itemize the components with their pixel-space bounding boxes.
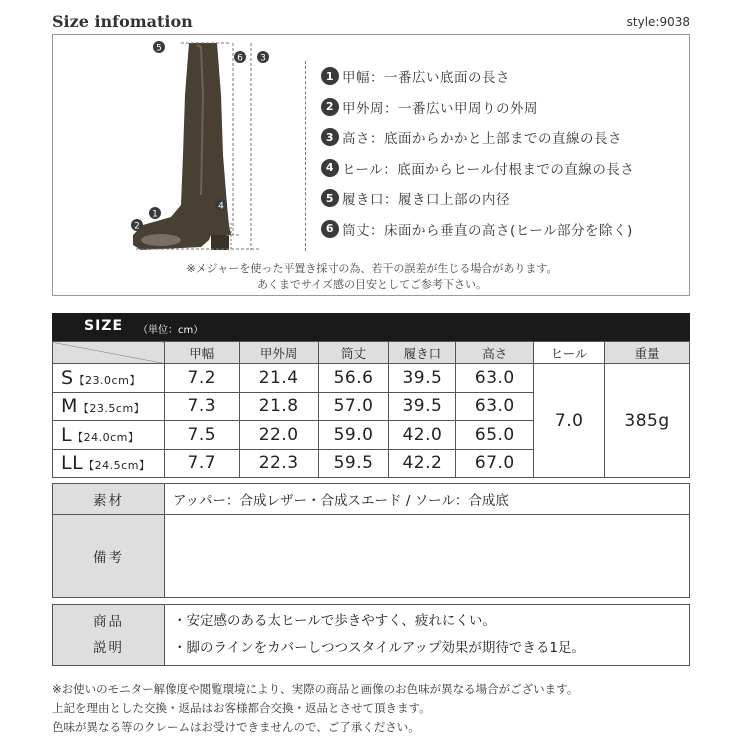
svg-text:3: 3: [260, 53, 266, 64]
remarks-label: 備考: [53, 515, 165, 598]
page-title: Size infomation: [52, 12, 193, 31]
table-cell: 7.2: [164, 364, 239, 393]
remarks-value: [165, 515, 690, 598]
marker-1: [149, 207, 161, 220]
table-cell: 39.5: [389, 364, 456, 393]
size-table-head-row: [53, 342, 690, 364]
number-badge: 1: [321, 67, 339, 85]
table-cell: 57.0: [318, 392, 389, 421]
definition-text: 甲幅：一番広い底面の長さ: [342, 70, 510, 87]
table-row: [53, 364, 690, 393]
definition-text: 甲外周：一番広い甲周りの外周: [342, 100, 538, 117]
corner-cell: [53, 342, 165, 364]
table-cell: 42.0: [389, 421, 456, 450]
table-cell: 42.2: [389, 449, 456, 478]
svg-text:1: 1: [152, 209, 158, 220]
column-header: 甲幅: [164, 342, 239, 364]
definition-text: 履き口：履き口上部の内径: [342, 192, 510, 209]
column-header: 履き口: [389, 342, 456, 364]
column-header: 甲外周: [239, 342, 318, 364]
table-cell: 7.3: [164, 392, 239, 421]
number-badge: 5: [321, 189, 339, 207]
material-label: 素材: [53, 484, 165, 515]
table-cell: 63.0: [456, 392, 534, 421]
definition-text: 高さ：底面からかかと上部までの直線の長さ: [342, 131, 622, 148]
table-cell: 7.5: [164, 421, 239, 450]
column-header: 筒丈: [318, 342, 389, 364]
definition-1: [321, 61, 691, 92]
definition-2: [321, 92, 691, 123]
number-badge: 6: [321, 220, 339, 238]
size-title: SIZE: [84, 318, 124, 334]
marker-5: [153, 41, 165, 54]
heel-cell: 7.0: [534, 364, 605, 478]
measurement-definitions: [321, 61, 691, 244]
size-table: [52, 341, 690, 478]
svg-text:4: 4: [218, 201, 224, 212]
column-header: 重量: [605, 342, 690, 364]
description-label-line: 説明: [93, 640, 124, 656]
divider: [305, 61, 306, 251]
remarks-row: [53, 515, 690, 598]
table-cell: 7.7: [164, 449, 239, 478]
description-label: [53, 605, 165, 666]
description-value: [165, 605, 690, 666]
definition-6: [321, 214, 691, 245]
definition-4: [321, 153, 691, 184]
boot-shape: [133, 43, 231, 250]
table-cell: 67.0: [456, 449, 534, 478]
marker-6: [234, 51, 246, 64]
table-cell: 63.0: [456, 364, 534, 393]
column-header: ヒール: [534, 342, 605, 364]
description-row: [53, 605, 690, 666]
table-cell: 65.0: [456, 421, 534, 450]
size-table-header: [52, 313, 690, 341]
size-info-panel: [52, 34, 690, 296]
material-value: アッパー：合成レザー・合成スエード / ソール：合成底: [165, 484, 690, 515]
definition-5: [321, 183, 691, 214]
table-cell: 22.0: [239, 421, 318, 450]
boot-heel: [211, 235, 229, 250]
size-label: L【24.0cm】: [53, 421, 165, 450]
table-cell: 21.4: [239, 364, 318, 393]
table-cell: 22.3: [239, 449, 318, 478]
description-item: ・安定感のある太ヒールで歩きやすく、疲れにくい。: [173, 613, 496, 629]
table-cell: 21.8: [239, 392, 318, 421]
footer-note: ※お使いのモニター解像度や閲覧環境により、実際の商品と画像のお色味が異なる場合がございます。: [52, 682, 579, 696]
definition-text: ヒール：底面からヒール付根までの直線の長さ: [342, 161, 635, 178]
table-cell: 39.5: [389, 392, 456, 421]
svg-text:5: 5: [156, 43, 162, 54]
description-label-line: 商品: [93, 614, 124, 630]
description-item: ・脚のラインをカバーしつつスタイルアップ効果が期待できる1足。: [173, 640, 585, 656]
measurement-note-1: ※メジャーを使った平置き採寸の為、若干の誤差が生じる場合があります。: [186, 262, 558, 275]
size-label: LL【24.5cm】: [53, 449, 165, 478]
table-cell: 59.5: [318, 449, 389, 478]
number-badge: 3: [321, 128, 339, 146]
svg-text:6: 6: [237, 53, 243, 64]
column-header: 高さ: [456, 342, 534, 364]
footer-notes: [52, 680, 578, 737]
material-row: [53, 484, 690, 515]
style-code: style:9038: [626, 15, 690, 29]
footer-note: 色味が異なる等のクレームはお受けできませんので、ご了承ください。: [52, 720, 420, 734]
description-table: [52, 604, 690, 666]
number-badge: 4: [321, 159, 339, 177]
footer-note: 上記を理由とした交換・返品はお客様都合交換・返品とさせて頂きます。: [52, 701, 431, 715]
number-badge: 2: [321, 98, 339, 116]
definition-text: 筒丈：床面から垂直の高さ(ヒール部分を除く): [342, 222, 633, 239]
marker-3: [257, 51, 269, 64]
svg-text:2: 2: [134, 221, 140, 232]
size-label: S【23.0cm】: [53, 364, 165, 393]
definition-3: [321, 122, 691, 153]
weight-cell: 385g: [605, 364, 690, 478]
size-unit: （単位：cm）: [138, 325, 204, 336]
table-cell: 59.0: [318, 421, 389, 450]
size-label: M【23.5cm】: [53, 392, 165, 421]
material-remarks-table: [52, 483, 690, 598]
boot-diagram: [61, 35, 321, 260]
measurement-note-2: あくまでサイズ感の目安としてご参考下さい。: [256, 278, 488, 291]
table-cell: 56.6: [318, 364, 389, 393]
